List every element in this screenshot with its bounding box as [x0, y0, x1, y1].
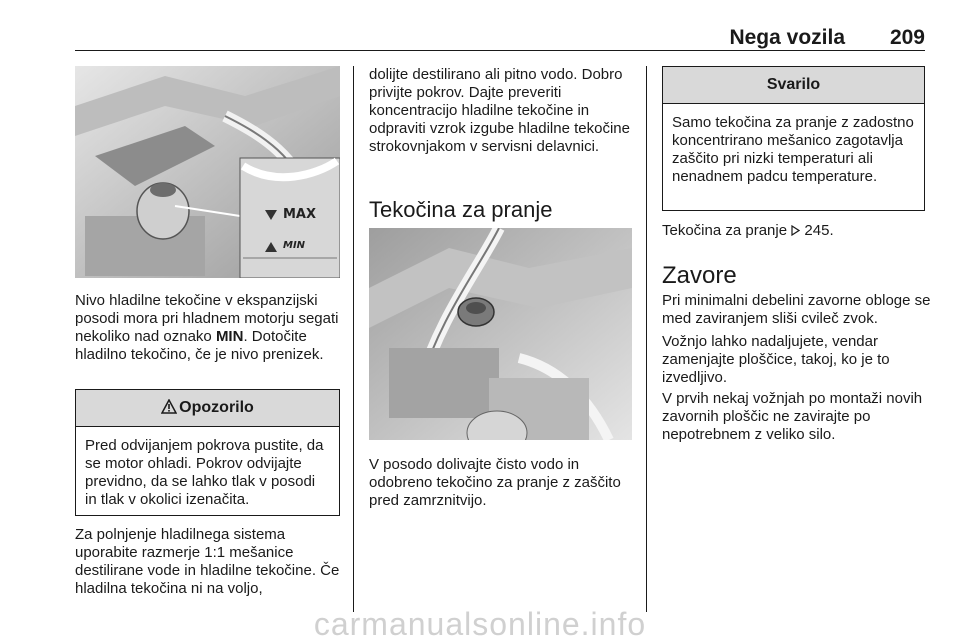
brakes-paragraph-1: Pri minimalni debelini zavorne obloge se med zaviranjem sliši cvileč zvok.	[662, 292, 931, 327]
warning-body: Pred odvijanjem pokrova pustite, da se motor ohladi. Pokrov odvijajte previdno, da se lahko tlak v posodi in tlak v okolici izenačita.	[85, 437, 324, 508]
column-divider-right	[646, 66, 647, 612]
min-marking-label: MIN	[283, 240, 306, 251]
warning-box	[75, 389, 340, 516]
warning-title: Opozorilo	[179, 399, 254, 416]
caution-box-header: Svarilo	[663, 67, 924, 104]
washer-reservoir-figure	[369, 228, 632, 440]
coolant-text-part2: . Dotočite hladilno tekočino, če je nivo prenizek.	[75, 328, 324, 363]
caution-box	[662, 66, 925, 211]
page-reference-icon	[791, 222, 800, 239]
caution-body: Samo tekočina za pranje z zadostno koncentrirano mešanico zagotavlja zaščito pri nizki temperaturi ali nenadnem padcu temperature.	[672, 114, 914, 185]
column-divider-left	[353, 66, 354, 612]
washer-reference-page[interactable]: 245.	[804, 222, 834, 239]
coolant-reservoir-figure	[75, 66, 340, 278]
brakes-heading: Zavore	[662, 262, 737, 289]
washer-fluid-heading: Tekočina za pranje	[369, 197, 553, 222]
running-header-title: Nega vozila	[729, 26, 845, 49]
brakes-paragraph-3: V prvih nekaj vožnjah po montaži novih zavornih ploščic ne zavirajte po nepotrebnem z veliko silo.	[662, 390, 923, 443]
header-rule	[75, 50, 925, 51]
washer-reference-text: Tekočina za pranje	[662, 222, 792, 239]
max-marking-label: MAX	[283, 207, 317, 222]
warning-triangle-icon	[161, 390, 177, 426]
page-number: 209	[889, 26, 925, 49]
washer-fill-paragraph: V posodo dolivajte čisto vodo in odobreno tekočino za pranje z zaščito pred zamrznitvijo.	[369, 456, 621, 509]
coolant-level-paragraph	[75, 292, 340, 364]
brakes-paragraph-2: Vožnjo lahko nadaljujete, vendar zamenjajte ploščice, takoj, ko je to izvedljivo.	[662, 333, 890, 386]
washer-reference-line	[662, 222, 925, 240]
coolant-mix-paragraph: Za polnjenje hladilnega sistema uporabite razmerje 1:1 mešanice destilirane vode in hladilne tekočine. Če hladilna tekočina ni na voljo,	[75, 526, 340, 597]
coolant-text-part1: Nivo hladilne tekočine v ekspanzijski posodi mora pri hladnem motorju segati nekoliko nad oznako	[75, 292, 339, 345]
warning-box-header	[76, 390, 339, 427]
coolant-continued-paragraph: dolijte destilirano ali pitno vodo. Dobro privijte pokrov. Dajte preveriti koncentracijo hladilne tekočine in odpraviti vzrok izgube hladilne tekočine strokovnjakom v servisni delavnici.	[369, 66, 630, 155]
watermark: carmanualsonline.info	[313, 606, 647, 642]
min-mark-reference: MIN	[215, 328, 244, 345]
